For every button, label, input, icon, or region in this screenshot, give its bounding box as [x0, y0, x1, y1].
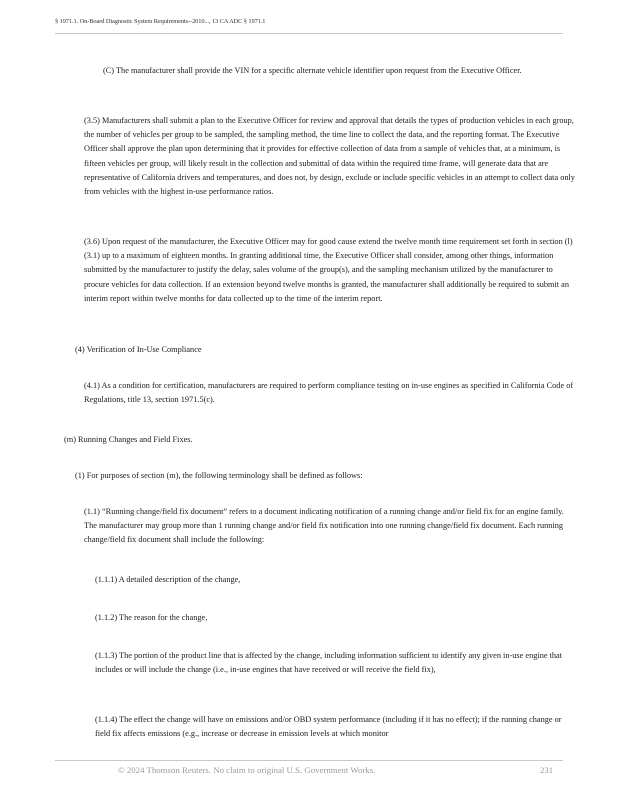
paragraph-3-6: (3.6) Upon request of the manufacturer, the Executive Officer may for good cause extend the twelve month time requirement set forth in section (l)(3.1) up to a maximum of eighteen months. In granting additional time, the Executive Officer shall consider, among other things, information submitted by the manufacturer to justify the delay, sales volume of the group(s), and the sampling mechanism utilized by the manufacturer to procure vehicles for data collection. If an extension beyond twelve months is granted, the manufacturer shall additionally be required to submit an interim report within twelve months for data collected up to the time of the interim report.	[84, 237, 573, 303]
running-header: § 1971.1. On-Board Diagnostic System Requirements--2010..., 13 CA ADC § 1971.1	[55, 18, 266, 25]
footer-divider	[55, 760, 563, 761]
paragraph-m-1-1: (1.1) “Running change/field fix document” refers to a document indicating notification of a running change and/or field fix for an engine family. The manufacturer may group more than 1 running change and/or field fix notification into one running change/field fix document. Each running change/field fix document shall include the following:	[84, 507, 564, 545]
paragraph-3-5: (3.5) Manufacturers shall submit a plan to the Executive Officer for review and approval that details the types of production vehicles in each group, the number of vehicles per group to be sampled, the sampling method, the time line to collect the data, and the reporting format. The Executive Officer shall approve the plan upon determining that it provides for effective collection of data from a sample of vehicles that, at a minimum, is fifteen vehicles per group, will likely result in the collection and submittal of data within the required time frame, will generate data that are representative of California drivers and temperatures, and does not, by design, exclude or include specific vehicles in an attempt to collect data only from vehicles with the highest in-use performance ratios.	[84, 116, 575, 197]
paragraph-4-1: (4.1) As a condition for certification, manufacturers are required to perform compliance testing on in-use engines as specified in California Code of Regulations, title 13, section 1971.5(c).	[84, 381, 574, 405]
header-divider	[55, 33, 563, 34]
paragraph-1-1-4: (1.1.4) The effect the change will have on emissions and/or OBD system performance (including if it has no effect); if the running change or field fix affects emissions (e.g., increase or decrease in emission levels at which monitor	[95, 715, 562, 739]
paragraph-1-1-1: (1.1.1) A detailed description of the change,	[95, 575, 241, 584]
heading-m-running-changes: (m) Running Changes and Field Fixes.	[64, 435, 193, 444]
heading-4-verification: (4) Verification of In-Use Compliance	[75, 345, 202, 354]
footer-copyright: © 2024 Thomson Reuters. No claim to original U.S. Government Works.	[118, 765, 376, 775]
paragraph-m-1: (1) For purposes of section (m), the following terminology shall be defined as follows:	[75, 471, 363, 480]
page-number: 231	[540, 765, 554, 775]
paragraph-1-1-3: (1.1.3) The portion of the product line that is affected by the change, including information sufficient to identify any given in-use engine that includes or will include the change (i.e., in-use engines that have received or will receive the field fix),	[95, 651, 563, 675]
paragraph-c: (C) The manufacturer shall provide the VIN for a specific alternate vehicle identifier upon request from the Executive Officer.	[103, 66, 522, 75]
paragraph-1-1-2: (1.1.2) The reason for the change,	[95, 613, 208, 622]
